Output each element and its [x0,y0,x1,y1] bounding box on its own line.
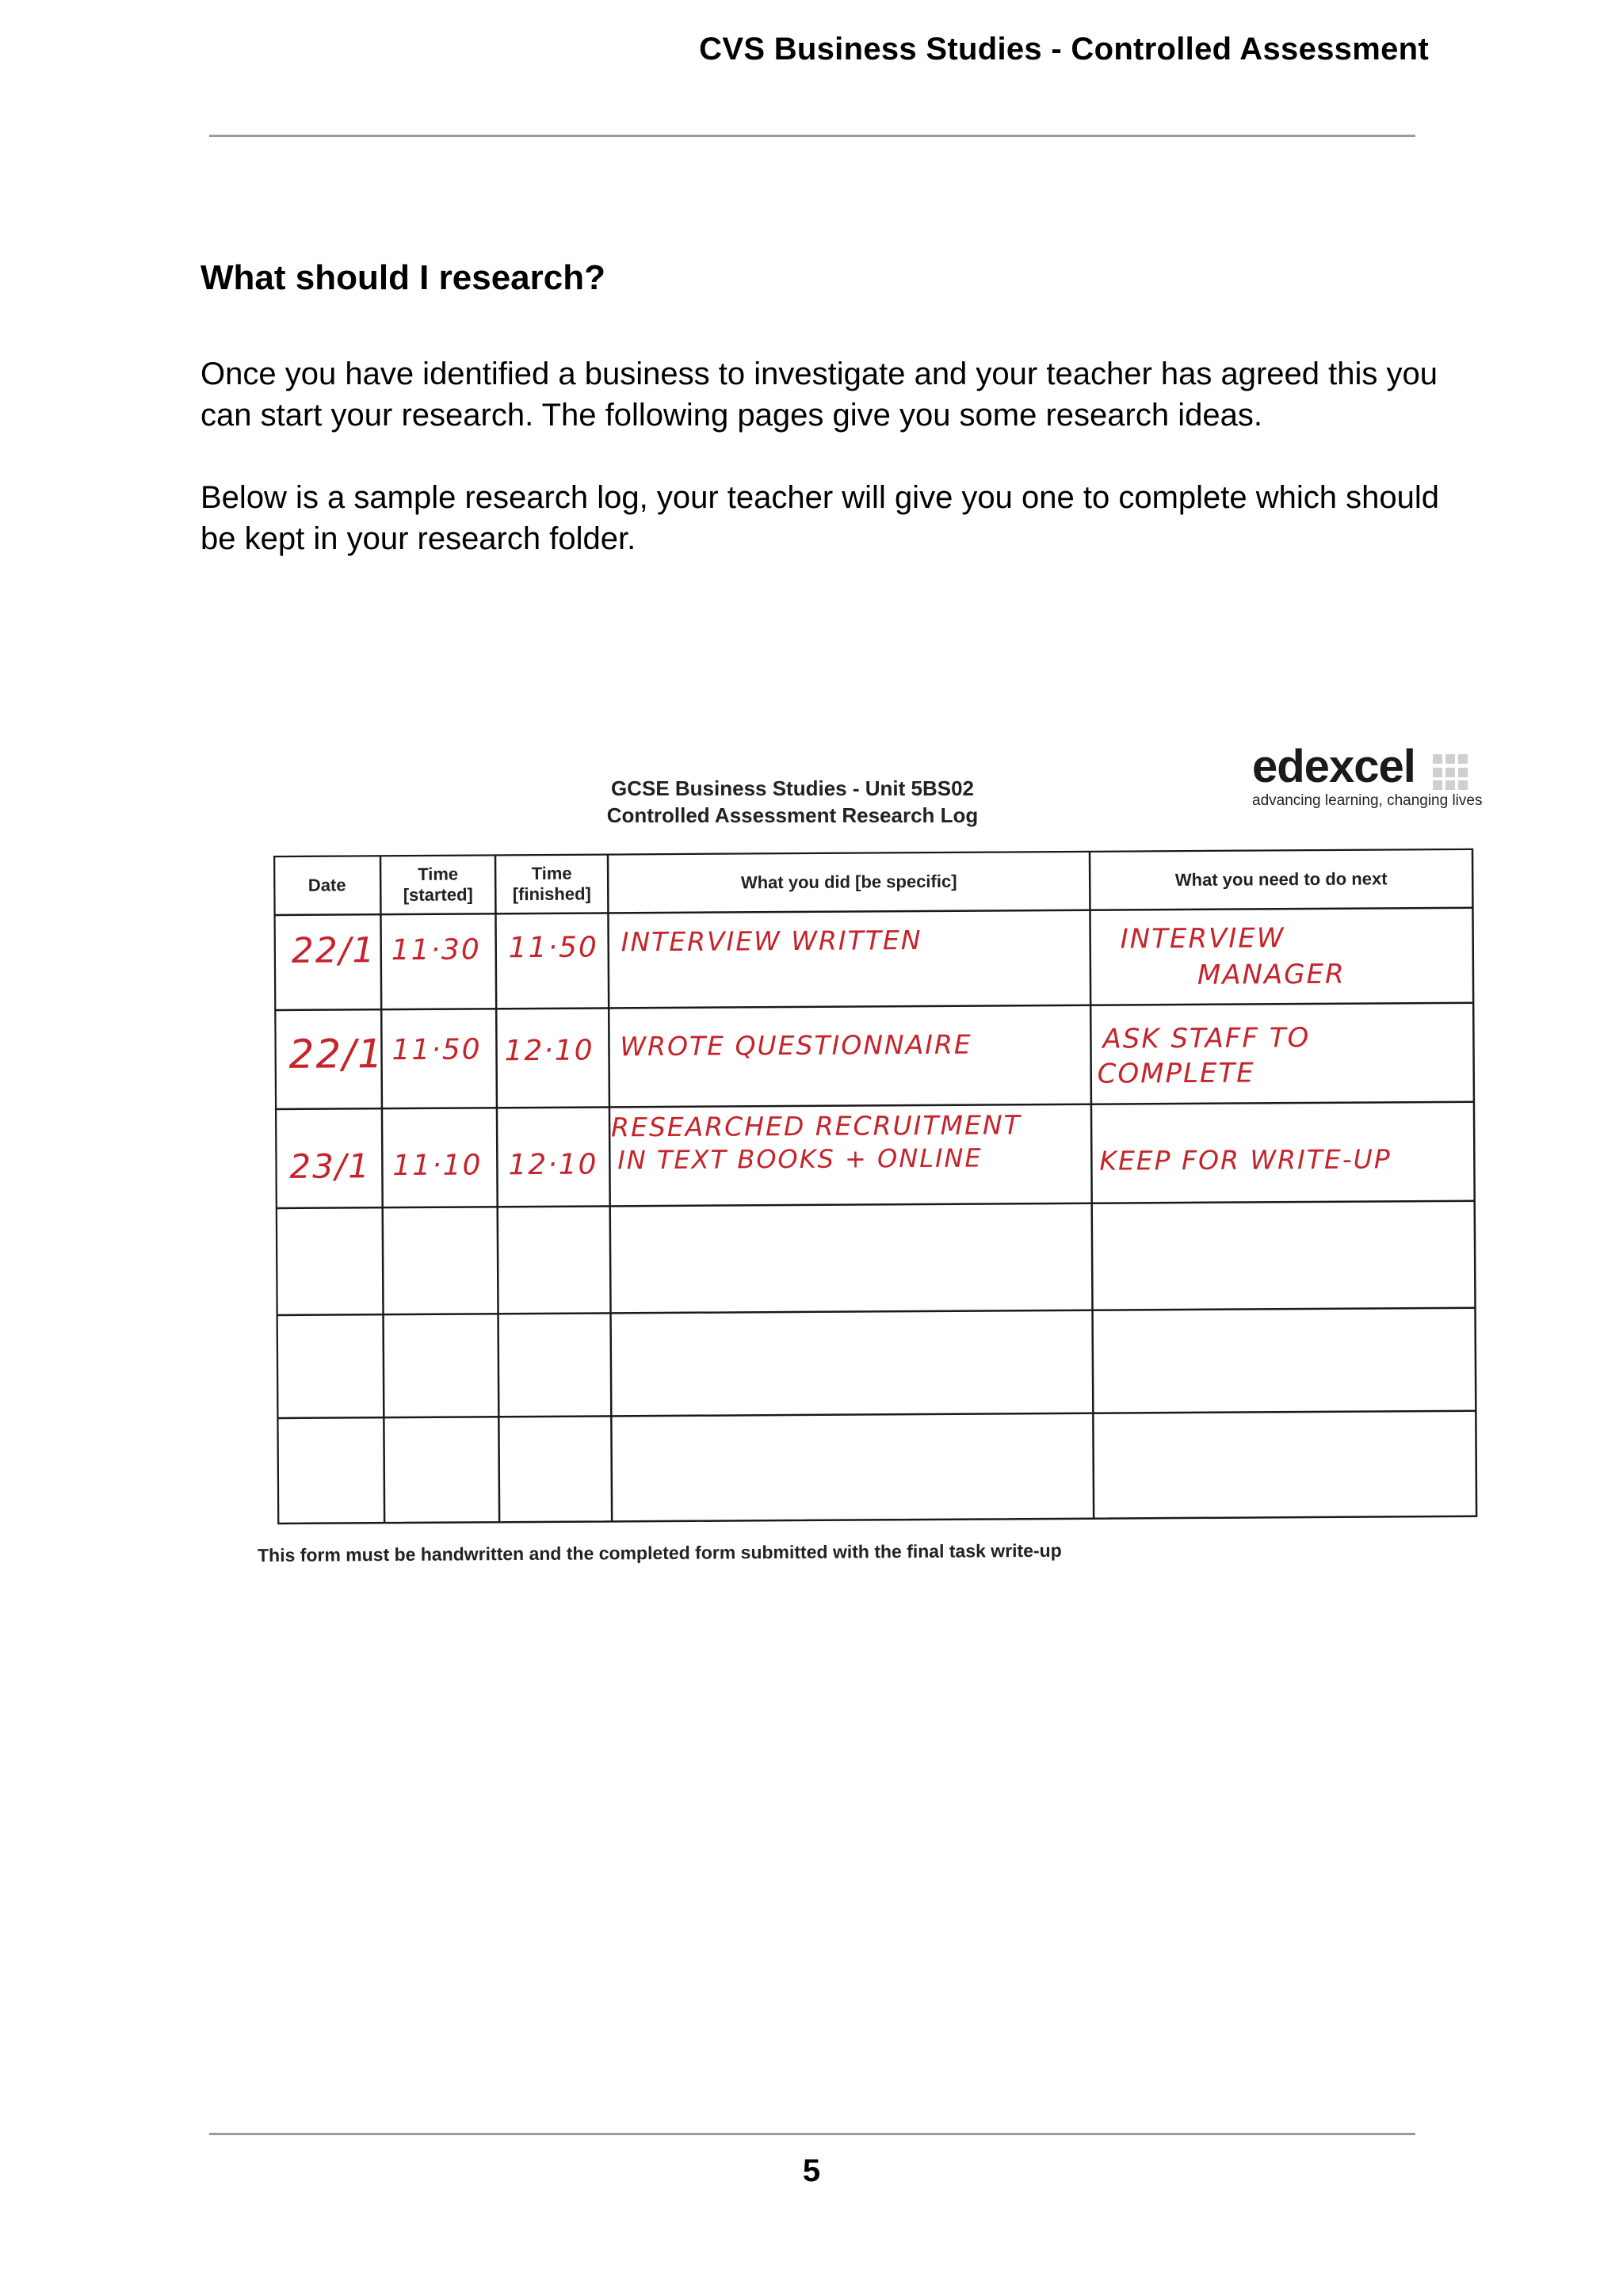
footer-rule [209,2133,1415,2135]
logo-word: edexcel [1252,741,1415,792]
row1-date: 22/1 [291,930,376,971]
row2-start: 11·50 [391,1033,482,1067]
row1-next-line2: MANAGER [1197,958,1346,991]
row2-date: 22/1 [288,1031,384,1077]
row2-did: WROTE QUESTIONNAIRE [620,1028,972,1062]
col-header-time-finished: Time [finished] [512,863,591,904]
row2-next-line2: COMPLETE [1097,1057,1255,1090]
form-footer-note: This form must be handwritten and the completed form submitted with the final task write-up [258,1539,1062,1566]
col-header-time-started: Time [started] [403,864,473,905]
logo-tagline: advancing learning, changing lives [1252,792,1483,809]
row2-next-line1: ASK STAFF TO [1102,1022,1311,1055]
row1-next-line1: INTERVIEW [1120,922,1285,955]
row3-next-line1: KEEP FOR WRITE-UP [1099,1143,1392,1177]
form-title-line2: Controlled Assessment Research Log [606,803,979,827]
section-heading: What should I research? [200,258,605,297]
row1-finish: 11·50 [508,931,598,965]
header-rule [209,135,1415,137]
header-title: CVS Business Studies - Controlled Assessment [699,32,1429,67]
row3-did-line1: RESEARCHED RECRUITMENT [610,1109,1022,1143]
page-number: 5 [802,2153,821,2188]
col-header-what-next: What you need to do next [1174,868,1388,890]
logo-squares-icon [1433,754,1469,791]
col-header-date: Date [307,874,346,895]
intro-paragraph: Once you have identified a business to investigate and your teacher has agreed this you can start your research. The following pages give you some research ideas. [200,357,1438,433]
row3-date: 23/1 [289,1146,371,1186]
row3-did-line2: IN TEXT BOOKS + ONLINE [617,1142,983,1176]
row1-start: 11·30 [391,933,481,967]
research-log-form-scan [238,713,1506,1616]
row2-finish: 12·10 [504,1034,594,1068]
row1-did: INTERVIEW WRITTEN [621,925,922,958]
row3-start: 11·10 [392,1149,483,1183]
form-title [594,775,991,829]
col-header-what-you-did: What you did [be specific] [740,871,957,892]
research-log-table [273,849,1478,1525]
edexcel-logo [1252,743,1482,810]
row3-finish: 12·10 [508,1148,598,1182]
form-title-line1: GCSE Business Studies - Unit 5BS02 [610,776,974,800]
instruction-paragraph: Below is a sample research log, your teacher will give you one to complete which should be kept in your research folder. [200,480,1440,556]
